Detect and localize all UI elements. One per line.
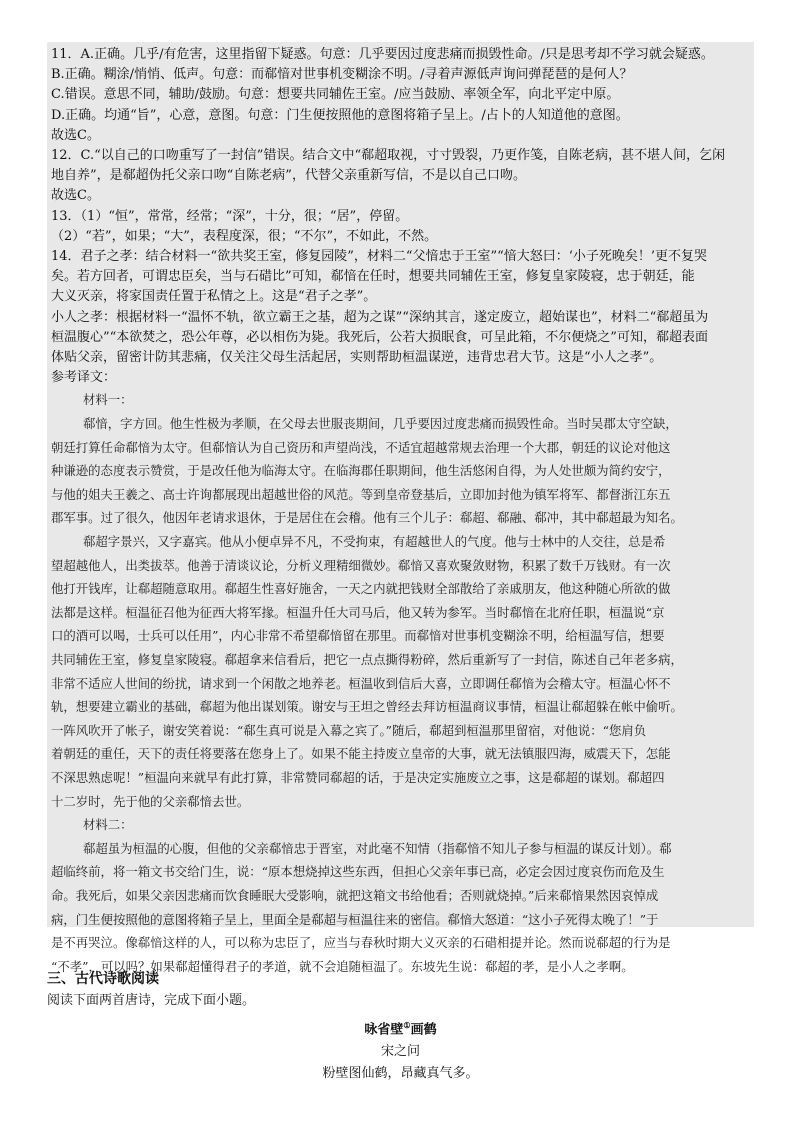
answer-line: 桓温腹心”“本欲焚之，恐公年尊，必以相伤为毙。我死后，公若大损眠食，可呈此箱，不尔便烧之”可知，郗超表面: [51, 329, 708, 345]
section-poetry-reading: [47, 968, 754, 1085]
translation-line: 十二岁时，先于他的父亲郗愔去世。: [51, 793, 250, 809]
poem-title-part2: 画鹤: [410, 1022, 437, 1038]
translation-line: 轨，想要建立霸业的基础，郗超为他出谋划策。谢安与王坦之曾经去拜访桓温商议事情，桓温让郗超躲在帐中偷听。: [51, 699, 683, 715]
translation-line: 郗愔，字方回。他生性极为孝顺，在父母去世服丧期间，几乎要因过度悲痛而损毁性命。当时吴郡太守空缺，: [83, 416, 678, 432]
footnote-marker: ①: [403, 1020, 411, 1030]
translation-line: 病，门生便按照他的意图将箱子呈上，里面全是郗超与桓温往来的密信。郗愔大怒道：“这小子死得太晚了！”于: [51, 911, 659, 927]
poem-author: 宋之问: [380, 1044, 420, 1060]
answer-line: 矣。若方回者，可谓忠臣矣，当与石碏比”可知，郗愔在任时，想要共同辅佐王室，修复皇家陵寝，忠于朝廷，能: [51, 269, 695, 285]
answer-line: 13．（1）“恒”，常常，经常；“深”，十分，很；“居”，停留。: [51, 208, 409, 224]
answer-line: B.正确。糊涂/悄悄、低声。句意：而郗愔对世事机变糊涂不明。/寻着声源低声询问弹琵琶的是何人？: [51, 67, 633, 83]
section-title: 三、古代诗歌阅读: [47, 971, 159, 987]
translation-line: 口的酒可以喝，士兵可以任用”，内心非常不希望郗愔留在那里。而郗愔对世事机变糊涂不明，给桓温写信，想要: [51, 628, 665, 644]
translation-line: 望超越他人，出类拔萃。他善于清谈议论，分析义理精细微妙。郗愔又喜欢聚敛财物，积累了数千万钱财。有一次: [51, 557, 671, 573]
material-one-heading: 材料一：: [83, 392, 133, 408]
answer-line: 故选C。: [51, 188, 100, 204]
translation-line: 与他的姐夫王羲之、高士许询都展现出超越世俗的风范。等到皇帝登基后，立即加封他为镇军将军、都督浙江东五: [51, 486, 671, 502]
translation-line: 郡军事。过了很久，他因年老请求退休，于是居住在会稽。他有三个儿子：郗超、郗融、郗冲，其中郗超最为知名。: [51, 510, 683, 526]
section-instruction: 阅读下面两首唐诗，完成下面小题。: [47, 993, 256, 1008]
answer-line: 12．C.“以自己的口吻重写了一封信”错误。结合文中“郗超取视，寸寸毁裂，乃更作笺，自陈老病，甚不堪人间，乞闲: [51, 148, 726, 164]
translation-line: 一阵风吹开了帐子，谢安笑着说：“郗生真可说是入幕之宾了。”随后，郗超到桓温那里留宿，对他说：“您肩负: [51, 722, 647, 738]
answer-line: 小人之孝：根据材料一“温怀不轨，欲立霸王之基，超为之谋”“深纳其言，遂定废立，超始谋也”，材料二“郗超虽为: [51, 309, 709, 325]
answer-line: （2）“若”，如果；“大”，表程度深，很；“不尔”，不如此，不然。: [51, 228, 438, 244]
translation-line: 郗超字景兴，又字嘉宾。他从小便卓异不凡，不受拘束，有超越世人的气度。他与士林中的人交往，总是希: [83, 534, 666, 550]
poem-line: 粉壁图仙鹤，昂藏真气多。: [322, 1066, 479, 1082]
translation-line: 非常不适应人世间的纷扰，请求到一个闲散之地养老。桓温收到信后大喜，立即调任郗愔为会稽太守。桓温心怀不: [51, 675, 671, 691]
material-two-heading: 材料二：: [83, 817, 133, 833]
translation-line: 着朝廷的重任，天下的责任将要落在您身上了。如果不能主持废立皇帝的大事，就无法镇服四海，威震天下，怎能: [51, 746, 671, 762]
reference-translation: [51, 388, 750, 978]
answer-line: 大义灭亲，将家国责任置于私情之上。这是“君子之孝”。: [51, 289, 377, 305]
material-two-text: [51, 837, 750, 979]
poem-title-part1: 咏省壁: [364, 1022, 404, 1038]
translation-line: 不深思熟虑呢！”桓温向来就早有此打算，非常赞同郗超的话，于是决定实施废立之事，这是郗超的谋划。郗超四: [51, 769, 665, 785]
answer-line: 参考译文：: [51, 370, 117, 386]
translation-line: 命。我死后，如果父亲因悲痛而饮食睡眠大受影响，就把这箱文书给他看；否则就烧掉。”后来郗愔果然因哀悼成: [51, 887, 659, 903]
translation-line: 共同辅佐王室，修复皇家陵寝。郗超拿来信看后，把它一点点撕得粉碎，然后重新写了一封信，陈述自己年老多病，: [51, 651, 683, 667]
translation-line: 法都是这样。桓温征召他为征西大将军掾。桓温升任大司马后，他又转为参军。当时郗愔在北府任职，桓温说“京: [51, 604, 665, 620]
answer-explanation-box: [47, 42, 754, 974]
answer-line: 故选C。: [51, 127, 100, 143]
translation-line: “不孝”，可以吗？如果郗超懂得君子的孝道，就不会追随桓温了。东坡先生说：郗超的孝，是小人之孝啊。: [51, 958, 634, 974]
translation-line: 超临终前，将一箱文书交给门生，说：“原本想烧掉这些东西，但担心父亲年事已高，必定会因过度哀伤而危及生: [51, 864, 665, 880]
answer-line: 体贴父亲，留密计防其悲痛，仅关注父母生活起居，实则帮助桓温谋逆，违背忠君大节。这是“小人之孝”。: [51, 350, 663, 366]
answer-line: C.错误。意思不同，辅助/鼓励。句意：想要共同辅佐王室。/应当鼓励、率领全军，向北平定中原。: [51, 87, 620, 103]
poem-title: [47, 1014, 754, 1041]
material-one-text: [51, 412, 750, 813]
answer-line: 地自养”，是郗超伪托父亲口吻“自陈老病”，代替父亲重新写信，不是以自己口吻。: [51, 168, 526, 184]
translation-line: 朝廷打算任命郗愔为太守。但郗愔认为自己资历和声望尚浅，不适宜超越常规去治理一个大郡，朝廷的议论对他这: [51, 439, 671, 455]
translation-line: 郗超虽为桓温的心腹，但他的父亲郗愔忠于晋室，对此毫不知情（指郗愔不知儿子参与桓温的谋反计划）。郗: [83, 840, 672, 856]
translation-line: 他打开钱库，让郗超随意取用。郗超生性喜好施舍，一天之内就把钱财全部散给了亲戚朋友，他这种随心所欲的做: [51, 581, 671, 597]
answer-line: D.正确。均通“旨”，心意，意图。句意：门生便按照他的意图将箱子呈上。/占卜的人知道他的意图。: [51, 107, 629, 123]
answer-line: 11．A.正确。几乎/有危害，这里指留下疑惑。句意：几乎要因过度悲痛而损毁性命。/只是思考却不学习就会疑惑。: [51, 47, 714, 62]
translation-line: 种谦逊的态度表示赞赏，于是改任他为临海太守。在临海郡任职期间，他生活悠闲自得，为人处世颇为简约安宁，: [51, 463, 671, 479]
answer-lines: [51, 45, 750, 388]
translation-line: 是不再哭泣。像郗愔这样的人，可以称为忠臣了，应当与春秋时期大义灭亲的石碏相提并论。然而说郗超的行为是: [51, 935, 671, 951]
poem: [47, 1014, 754, 1085]
answer-line: 14．君子之孝：结合材料一“欲共奖王室，修复园陵”，材料二“父愔忠于王室”“愔大怒曰：‘小子死晚矣！’更不复哭: [51, 249, 708, 265]
